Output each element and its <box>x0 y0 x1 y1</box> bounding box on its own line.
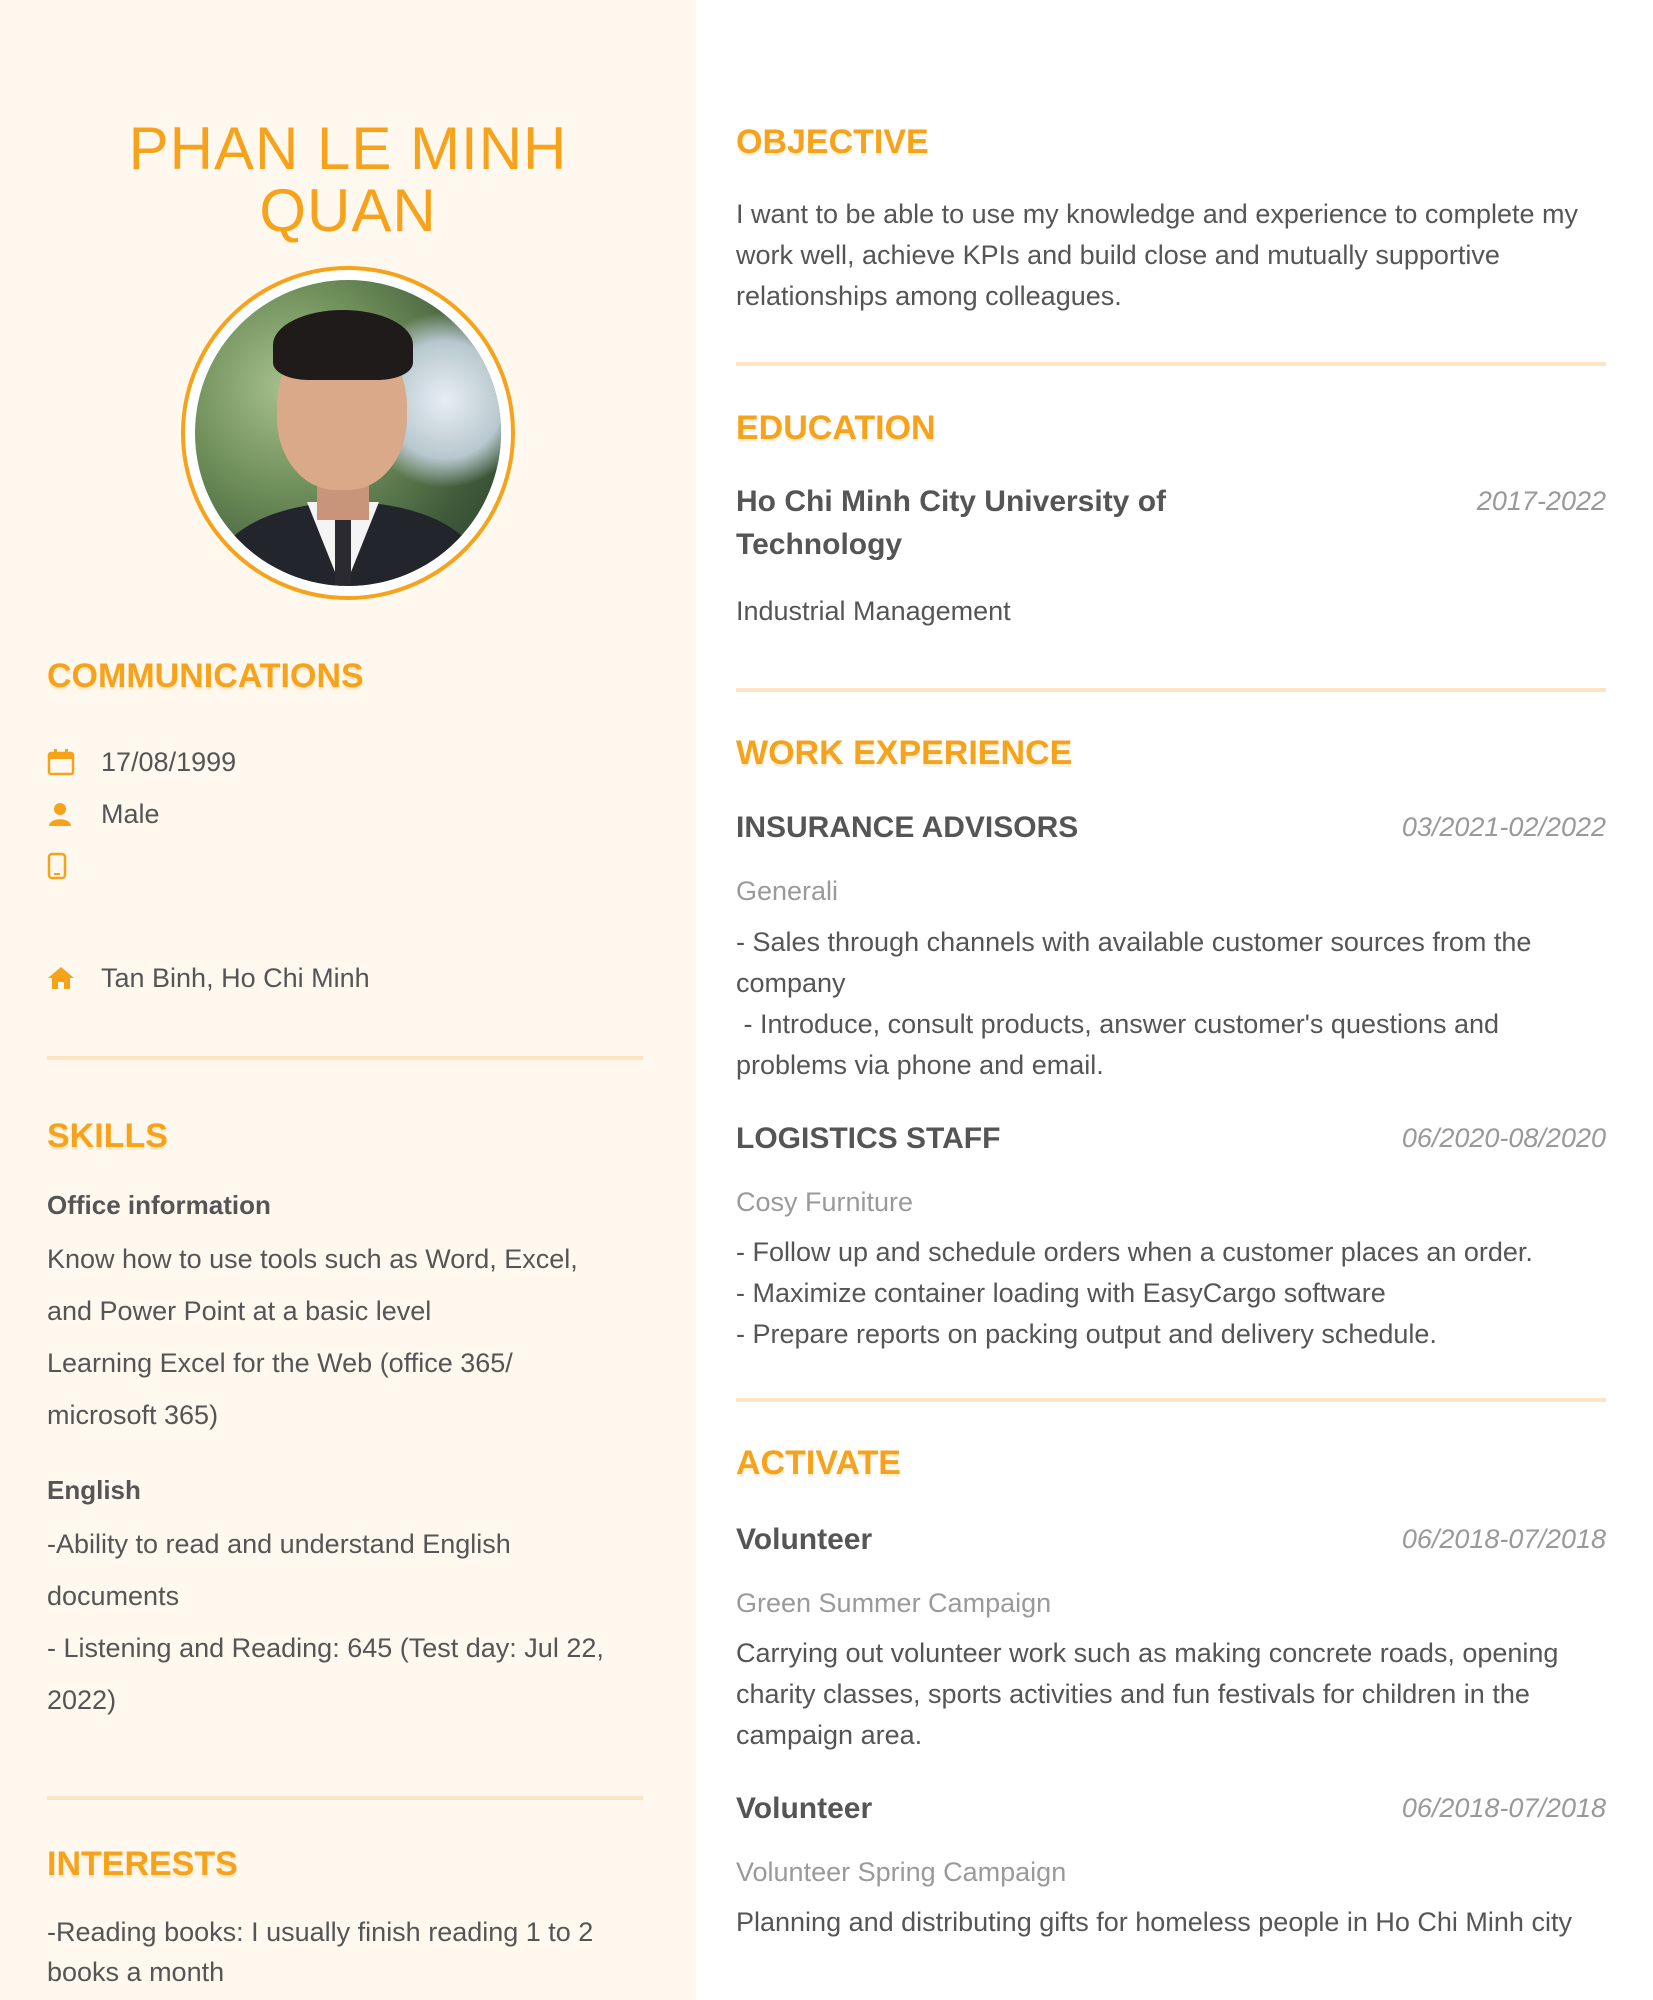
school-name: Ho Chi Minh City University of Technology <box>736 485 1167 561</box>
activity-role: Volunteer <box>736 1792 873 1825</box>
education-entry-header <box>736 480 1606 566</box>
contact-list <box>47 736 649 1004</box>
job-description: - Sales through channels with available customer sources from the company - Introduce, consult products, answer customer's questions and problems via phone and email. <box>736 927 1532 1080</box>
sidebar <box>0 0 696 2000</box>
skill-name: Office information <box>47 1190 271 1220</box>
activity-role: Volunteer <box>736 1523 873 1556</box>
activity-description: Planning and distributing gifts for homeless people in Ho Chi Minh city <box>736 1907 1572 1937</box>
job-date: 03/2021-02/2022 <box>1401 812 1606 842</box>
education-major: Industrial Management <box>736 596 1011 626</box>
activity-org: Volunteer Spring Campaign <box>736 1857 1067 1887</box>
divider <box>47 1056 643 1060</box>
phone-icon <box>47 852 101 880</box>
contact-birthday <box>47 736 649 788</box>
job-company: Cosy Furniture <box>736 1187 914 1217</box>
contact-phone <box>47 840 649 892</box>
education-date: 2017-2022 <box>1476 486 1606 516</box>
divider <box>736 362 1606 366</box>
skill-item <box>47 1190 649 1441</box>
activity-description: Carrying out volunteer work such as making concrete roads, opening charity classes, sports activities and fun festivals for children in the campaign area. <box>736 1638 1566 1750</box>
candidate-name: PHAN LE MINH QUAN <box>128 115 568 244</box>
avatar-frame <box>181 266 515 600</box>
skill-description: -Ability to read and understand English documents - Listening and Reading: 645 (Test day: Jul 22, 2022) <box>47 1529 604 1715</box>
divider <box>736 688 1606 692</box>
activity-date: 06/2018-07/2018 <box>1401 1793 1606 1823</box>
job-company: Generali <box>736 876 839 906</box>
interests-text: -Reading books: I usually finish reading 1 to 2 books a month <box>47 1917 594 1987</box>
home-icon <box>47 965 101 991</box>
work-entry-header <box>736 1117 1606 1160</box>
activity-date: 06/2018-07/2018 <box>1401 1524 1606 1554</box>
contact-address <box>47 952 649 1004</box>
main-content <box>736 0 1606 2000</box>
contact-gender <box>47 788 649 840</box>
divider <box>736 1398 1606 1402</box>
skill-description: Know how to use tools such as Word, Excel, and Power Point at a basic level Learning Excel for the Web (office 365/ microsoft 365) <box>47 1244 578 1430</box>
user-icon <box>47 801 101 827</box>
activity-entry-header <box>736 1787 1606 1830</box>
address-value: Tan Binh, Ho Chi Minh <box>101 962 370 993</box>
work-entry-header <box>736 806 1606 849</box>
communications-title: COMMUNICATIONS <box>47 657 364 695</box>
objective-text: I want to be able to use my knowledge and experience to complete my work well, achieve KPIs and build close and mutually supportive relationships among colleagues. <box>736 199 1578 311</box>
job-date: 06/2020-08/2020 <box>1401 1123 1606 1153</box>
divider <box>47 1796 643 1800</box>
activity-entry-header <box>736 1518 1606 1561</box>
skills-title: SKILLS <box>47 1117 168 1155</box>
calendar-icon <box>47 748 101 776</box>
skill-name: English <box>47 1475 141 1505</box>
job-role: INSURANCE ADVISORS <box>736 811 1079 844</box>
activate-title: ACTIVATE <box>736 1444 901 1482</box>
contact-email <box>47 892 649 952</box>
activity-org: Green Summer Campaign <box>736 1588 1052 1618</box>
objective-title: OBJECTIVE <box>736 123 929 161</box>
avatar <box>195 280 501 586</box>
work-experience-title: WORK EXPERIENCE <box>736 734 1073 772</box>
skill-item <box>47 1475 649 1726</box>
education-title: EDUCATION <box>736 409 936 447</box>
gender-value: Male <box>101 798 160 829</box>
interests-title: INTERESTS <box>47 1845 238 1883</box>
job-description: - Follow up and schedule orders when a customer places an order. - Maximize container loading with EasyCargo software - Prepare reports on packing output and delivery schedule. <box>736 1237 1533 1349</box>
job-role: LOGISTICS STAFF <box>736 1122 1001 1155</box>
birthday-value: 17/08/1999 <box>101 746 237 777</box>
